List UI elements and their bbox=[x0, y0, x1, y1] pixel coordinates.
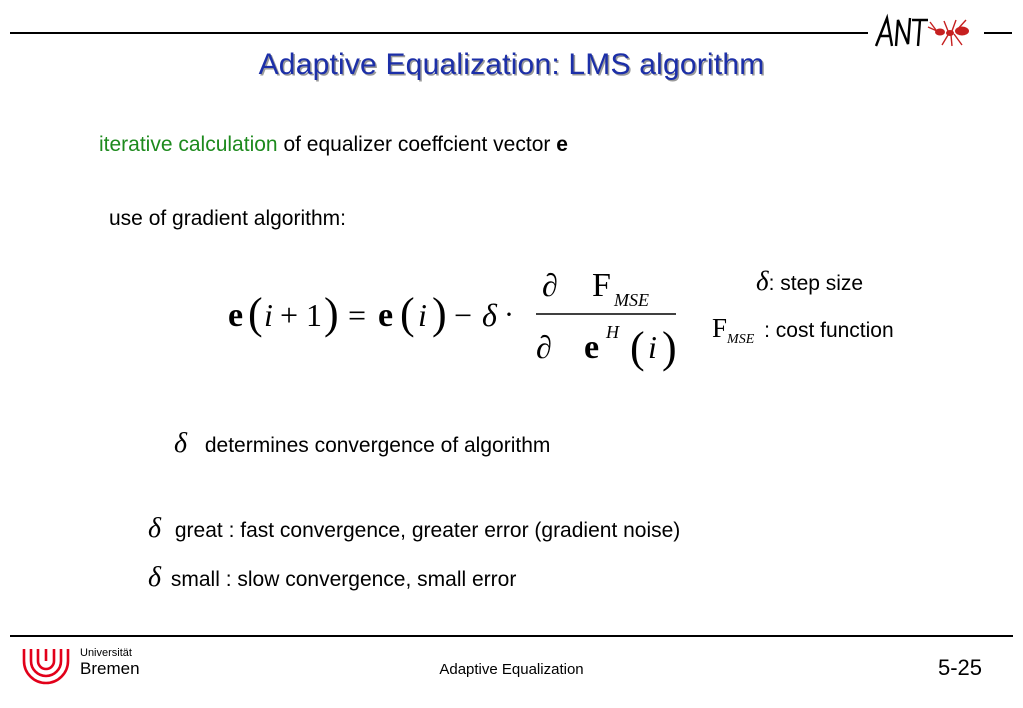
formula-delta: δ bbox=[482, 297, 497, 333]
small-word: small bbox=[170, 568, 220, 591]
great-line bbox=[148, 513, 680, 545]
formula-one: 1 bbox=[306, 297, 322, 333]
ant-logo-icon bbox=[870, 12, 982, 52]
convergence-line bbox=[174, 428, 550, 460]
formula-hermitian: H bbox=[606, 322, 619, 342]
legend-cost-function bbox=[712, 313, 894, 347]
page-title: Adaptive Equalization: LMS algorithm bbox=[258, 48, 765, 81]
intro-vector-symbol: e bbox=[556, 133, 568, 156]
convergence-text: determines convergence of algorithm bbox=[204, 434, 551, 457]
header-rule-right bbox=[984, 32, 1012, 34]
formula-rhs-vector: e bbox=[378, 297, 394, 334]
formula-partial-den: ∂ bbox=[536, 329, 552, 365]
formula-den-index: i bbox=[648, 329, 657, 365]
legend-cost-text: : cost function bbox=[764, 319, 894, 342]
great-delta: δ bbox=[148, 513, 162, 544]
great-desc: : fast convergence, greater error (gradient noise) bbox=[228, 519, 681, 542]
header-rule-left bbox=[10, 32, 868, 34]
small-line bbox=[148, 562, 516, 594]
formula-partial-num: ∂ bbox=[542, 267, 558, 303]
legend-step-text: : step size bbox=[768, 272, 864, 295]
formula-paren: ) bbox=[662, 323, 677, 372]
footer-title: Adaptive Equalization bbox=[439, 661, 584, 678]
formula-paren: ) bbox=[324, 289, 339, 338]
legend-F-symbol: F bbox=[712, 313, 728, 343]
formula-lhs-vector: e bbox=[228, 297, 244, 334]
formula-cost-subscript: MSE bbox=[614, 290, 649, 310]
formula-equals: = bbox=[348, 297, 367, 333]
ant-logo bbox=[870, 12, 982, 52]
intro-rest: of equalizer coeffcient vector bbox=[283, 133, 551, 156]
small-delta: δ bbox=[148, 562, 162, 593]
legend-F-subscript: MSE bbox=[727, 332, 755, 347]
great-word: great bbox=[174, 519, 223, 542]
formula-paren: ) bbox=[432, 289, 447, 338]
footer-rule bbox=[10, 635, 1013, 637]
university-line1: Universität bbox=[80, 647, 132, 659]
convergence-delta: δ bbox=[174, 428, 188, 459]
page-number: 5-25 bbox=[938, 655, 983, 680]
formula-lhs-index: i bbox=[264, 297, 273, 333]
update-formula bbox=[220, 262, 690, 382]
legend-step-size bbox=[756, 266, 863, 297]
intro-highlight: iterative calculation bbox=[99, 133, 278, 156]
formula-cost-F: F bbox=[592, 267, 611, 304]
intro-line bbox=[99, 133, 568, 157]
formula-plus: + bbox=[280, 297, 299, 333]
formula-paren: ( bbox=[630, 323, 645, 372]
formula-dot: · bbox=[504, 298, 514, 331]
legend-delta-symbol: δ bbox=[756, 266, 769, 296]
formula-graphic bbox=[220, 262, 690, 382]
formula-den-vector: e bbox=[584, 329, 600, 366]
formula-minus: − bbox=[454, 297, 473, 333]
formula-rhs-index: i bbox=[418, 297, 427, 333]
gradient-intro: use of gradient algorithm: bbox=[109, 207, 346, 230]
formula-paren: ( bbox=[248, 289, 263, 338]
small-desc: : slow convergence, small error bbox=[225, 568, 517, 591]
university-line2: Bremen bbox=[80, 659, 140, 678]
formula-paren: ( bbox=[400, 289, 415, 338]
